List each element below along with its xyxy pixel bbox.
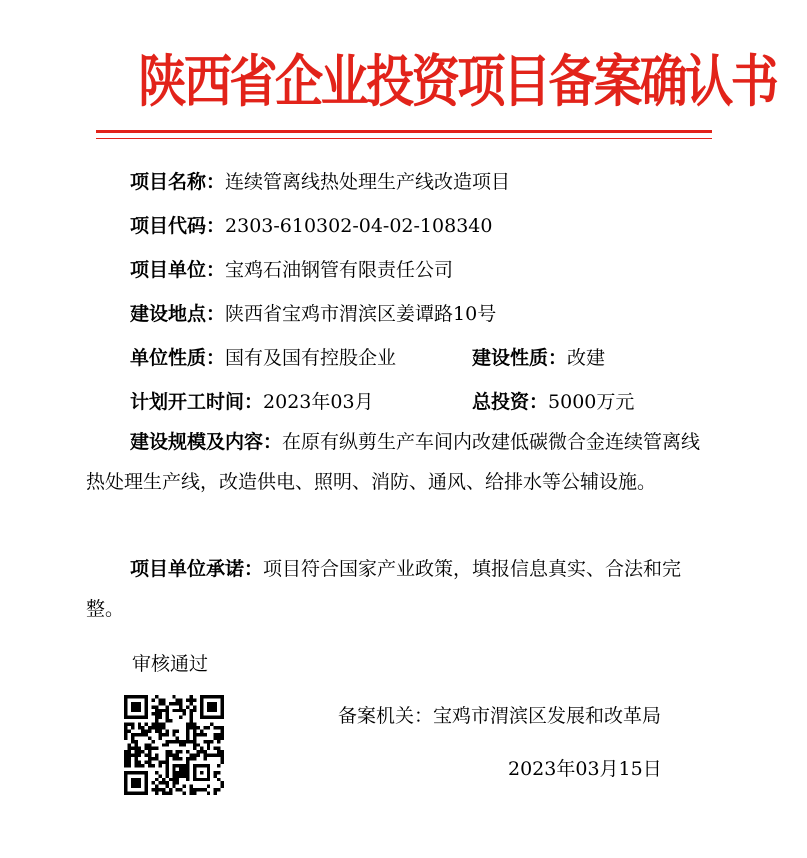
page-title: 陕西省企业投资项目备案确认书 <box>138 49 777 115</box>
field-label: 建设性质： <box>472 347 568 369</box>
field-project-code <box>130 214 492 238</box>
commitment-paragraph <box>86 549 716 629</box>
field-label: 项目名称： <box>130 171 226 193</box>
field-project-unit <box>130 258 453 282</box>
field-label: 项目代码： <box>130 215 226 237</box>
filing-date: 2023年03月15日 <box>508 758 662 780</box>
field-build-nature <box>472 346 605 370</box>
qr-code-icon <box>124 695 224 795</box>
scale-label: 建设规模及内容： <box>130 431 283 453</box>
field-value: 2303-610302-04-02-108340 <box>225 215 493 237</box>
field-value: 5000万元 <box>548 391 635 413</box>
commitment-label: 项目单位承诺： <box>130 558 264 580</box>
field-value: 国有及国有控股企业 <box>225 347 397 369</box>
field-value: 陕西省宝鸡市渭滨区姜谭路10号 <box>225 303 497 325</box>
field-label: 单位性质： <box>130 347 226 369</box>
commitment-value: 项目符合国家产业政策，填报信息真实、合法和完整。 <box>86 558 682 620</box>
field-value: 连续管离线热处理生产线改造项目 <box>225 171 511 193</box>
field-value: 2023年03月 <box>263 391 374 413</box>
filing-authority: 备案机关：宝鸡市渭滨区发展和改革局 <box>338 705 662 727</box>
field-label: 总投资： <box>472 391 549 413</box>
field-label: 计划开工时间： <box>130 391 264 413</box>
title-rule-thin <box>96 138 712 139</box>
field-label: 项目单位： <box>130 259 226 281</box>
review-status: 审核通过 <box>132 653 209 675</box>
title-rule-thick <box>96 130 712 133</box>
field-label: 建设地点： <box>130 303 226 325</box>
field-investment <box>472 390 634 414</box>
field-value: 改建 <box>567 347 606 369</box>
scale-value: 在原有纵剪生产车间内改建低碳微合金连续管离线热处理生产线，改造供电、照明、消防、通风、给排水等公辅设施。 <box>86 431 701 493</box>
field-unit-nature <box>130 346 396 370</box>
field-project-name <box>130 170 510 194</box>
field-start-time <box>130 390 374 414</box>
field-location <box>130 302 496 326</box>
field-value: 宝鸡石油钢管有限责任公司 <box>225 259 454 281</box>
scale-paragraph <box>86 422 716 502</box>
